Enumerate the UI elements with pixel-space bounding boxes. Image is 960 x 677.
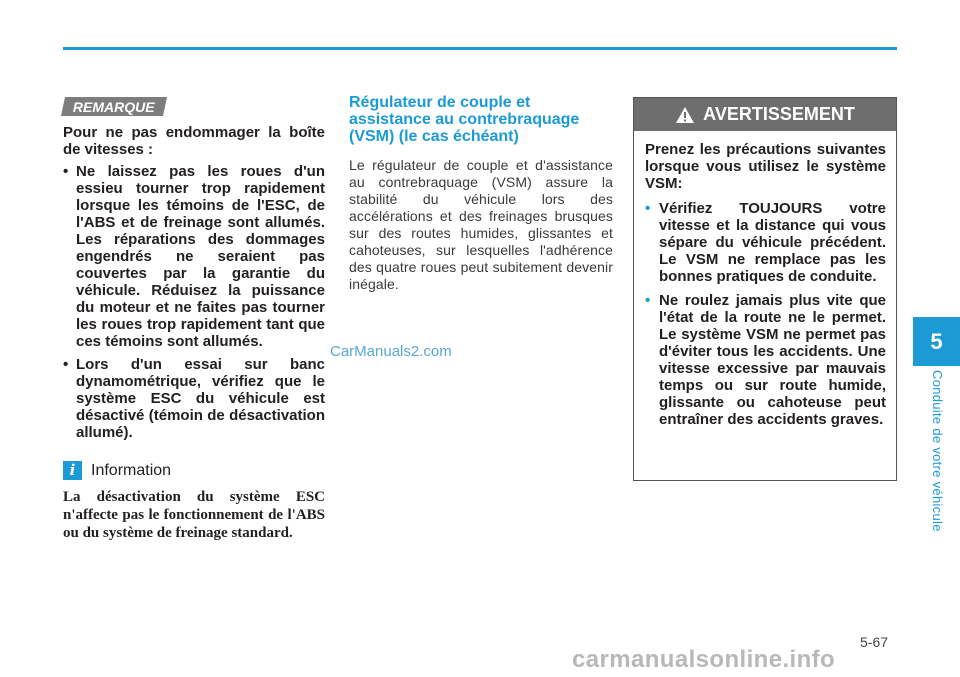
warning-title: AVERTISSEMENT [703,104,855,124]
warning-body [634,131,896,428]
remarque-list [63,163,325,441]
warning-intro: Prenez les précautions suivantes lorsque vous utilisez le système VSM: [645,141,886,192]
warning-header [634,98,896,131]
bullet: • [63,163,69,180]
left-column [63,97,325,542]
warning-list [645,200,886,428]
warning-triangle-icon [675,106,695,124]
warning-box [633,97,897,481]
list-item: • Ne laissez pas les roues d'un essieu tourner trop rapidement lorsque les témoins de l'ESC, de l'ABS et de freinage sont allumés. Les réparations des dommages engendrés ne seraient pas couvertes par la garantie du véhicule. Réduisez la puissance du moteur et ne faites pas tourner les roues trop rapidement tant que ces témoins sont allumés. [63,163,325,350]
information-header [63,461,325,480]
bullet: • [645,200,651,217]
list-item: • Ne roulez jamais plus vite que l'état de la route ne le permet. Le système VSM ne permet pas d'éviter tous les accidents. Une vitesse excessive par mauvais temps ou sur route humide, glissante ou cahoteuse peut entraîner des accidents graves. [645,292,886,428]
info-icon: i [63,461,82,480]
remarque-intro: Pour ne pas endommager la boîte de vitesses : [63,124,325,158]
chapter-title: Conduite de votre véhicule [930,370,945,532]
bullet: • [645,292,651,309]
section-title: Régulateur de couple et assistance au contrebraquage (VSM) (le cas échéant) [349,94,580,145]
bullet: • [63,356,69,373]
information-body: La désactivation du système ESC n'affecte pas le fonctionnement de l'ABS ou du système de freinage standard. [63,489,325,541]
list-item: • Vérifiez TOUJOURS votre vitesse et la distance qui vous sépare du véhicule précédent. Le VSM ne remplace pas les bonnes pratiques de conduite. [645,200,886,285]
header-rule [63,47,897,50]
watermark-bottom: carmanualsonline.info [572,646,836,673]
section-body: Le régulateur de couple et d'assistance au contrebraquage (VSM) assure la stabilité du véhicule lors des accélérations et des freinages brusques sur des routes humides, glissantes et cahoteuses, sur lesquelles l'adhérence des quatre roues peut subitement devenir inégale. [349,157,613,292]
remarque-badge: REMARQUE [61,97,167,116]
page-number: 5-67 [860,634,889,650]
watermark-top: CarManuals2.com [330,343,452,360]
information-title: Information [91,461,172,479]
remarque-body [63,124,325,441]
middle-column [349,94,613,293]
chapter-tab: 5 [913,317,960,366]
list-item: • Lors d'un essai sur banc dynamométrique, vérifiez que le système ESC du véhicule est désactivé (témoin de désactivation allumé). [63,356,325,441]
